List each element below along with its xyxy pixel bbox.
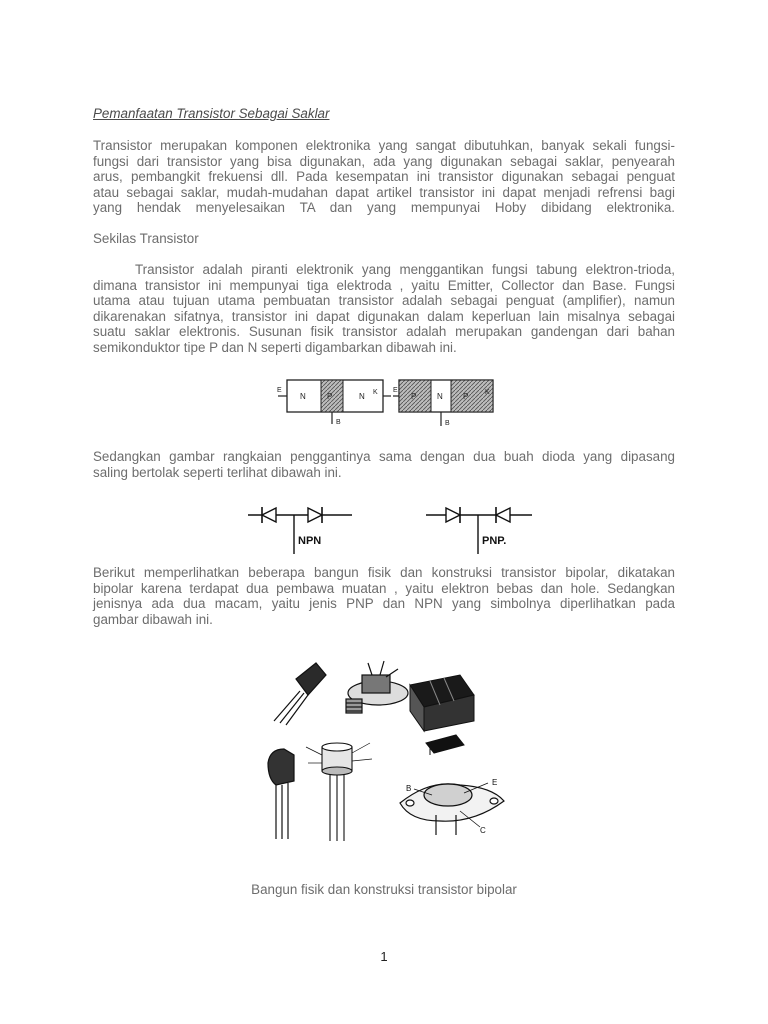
npn-diode-symbol — [248, 507, 352, 554]
pnp-base-label: B — [445, 420, 450, 427]
text-line: fungsi dari transistor yang bisa digunakan, ada yang digunakan sebagai saklar, penyearah — [93, 153, 675, 169]
text-line: Transistor merupakan komponen elektronika yang sangat dibutuhkan, banyak sekali fungsi- — [93, 138, 675, 153]
text-line: atau sebagai saklar, mudah-mudahan dapat artikel transistor ini dapat menjadi refrensi bagi — [93, 184, 675, 200]
text-line: utama atau tujuan utama pembuatan transistor adalah sebagai penguat (amplifier), namun — [93, 293, 675, 309]
text-line: suatu saklar elektronis. Susunan fisik transistor adalah merupakan gandengan dari bahan — [93, 324, 675, 340]
npn-emitter-label: E — [277, 387, 282, 394]
bipolar-paragraph — [93, 565, 675, 627]
to3-package — [400, 783, 504, 835]
transistor-paragraph — [93, 262, 675, 356]
layer-structure-figure — [275, 374, 500, 430]
npn-n1-label: N — [300, 392, 306, 401]
pnp-n-label: N — [437, 392, 443, 401]
text-line: arus, pembangkit frekuensi dll. Pada kesempatan ini transistor digunakan sebagai penguat — [93, 169, 675, 185]
to3-emitter-label: E — [492, 778, 498, 787]
text-line: yang hendak menyelesaikan TA dan yang mempunyai Hoby dibidang elektronika. — [93, 200, 675, 216]
text-line: semikonduktor tipe P dan N seperti digambarkan dibawah ini. — [93, 339, 457, 355]
text-line: dimana transistor ini mempunyai tiga elektroda , yaitu Emitter, Collector dan Base. Fungsi — [93, 277, 675, 293]
text-line: bipolar karena terdapat dua pembawa muatan , yaitu elektron bebas dan hole. Sedangkan — [93, 580, 675, 596]
section-heading: Sekilas Transistor — [93, 231, 199, 246]
text-line: Berikut memperlihatkan beberapa bangun fisik dan konstruksi transistor bipolar, dikatakan — [93, 565, 675, 580]
npn-symbol-label: NPN — [298, 535, 322, 547]
text-line: gambar dibawah ini. — [93, 611, 213, 627]
heatsink — [410, 675, 474, 731]
to92-package — [268, 749, 294, 839]
npn-p-label: P — [327, 392, 333, 401]
document-title: Pemanfaatan Transistor Sebagai Saklar — [93, 106, 330, 121]
text-line: saling bertolak seperti terlihat dibawah ini. — [93, 464, 342, 480]
npn-k-label: K — [373, 389, 378, 396]
stud-transistor — [346, 661, 408, 713]
text-line: Sedangkan gambar rangkaian penggantinya sama dengan dua buah dioda yang dipasang — [93, 449, 675, 464]
dip-chip — [426, 735, 464, 755]
page-number: 1 — [380, 949, 388, 964]
diode-equivalent-figure — [240, 498, 540, 558]
to3-collector-label: C — [480, 826, 486, 835]
pnp-emitter-label: E — [393, 387, 398, 394]
to92-package-angled — [274, 663, 326, 725]
pnp-diode-symbol — [426, 507, 532, 554]
text-line: Transistor adalah piranti elektronik yang menggantikan fungsi tabung elektron-trioda, — [135, 262, 675, 277]
to18-construction — [306, 743, 372, 841]
equivalent-circuit-paragraph — [93, 449, 675, 480]
to3-base-label: B — [406, 784, 412, 793]
figure-caption: Bangun fisik dan konstruksi transistor bipolar — [251, 882, 517, 897]
pnp-p2-label: P — [463, 392, 469, 401]
pnp-layer-diagram — [393, 380, 493, 427]
npn-n2-label: N — [359, 392, 365, 401]
pnp-p1-label: P — [411, 392, 417, 401]
npn-base-label: B — [336, 419, 341, 426]
npn-layer-diagram — [277, 380, 391, 426]
pnp-k-label: K — [485, 389, 490, 396]
text-line: dikarenakan sifatnya, transistor ini dapat digunakan dalam keperluan lain misalnya sebagai — [93, 308, 675, 324]
text-line: jenisnya ada dua macam, yaitu jenis PNP dan NPN yang simbolnya diperlihatkan pada — [93, 596, 675, 612]
transistor-packages-figure — [260, 655, 510, 850]
pnp-symbol-label: PNP. — [482, 535, 507, 547]
intro-paragraph — [93, 138, 675, 216]
